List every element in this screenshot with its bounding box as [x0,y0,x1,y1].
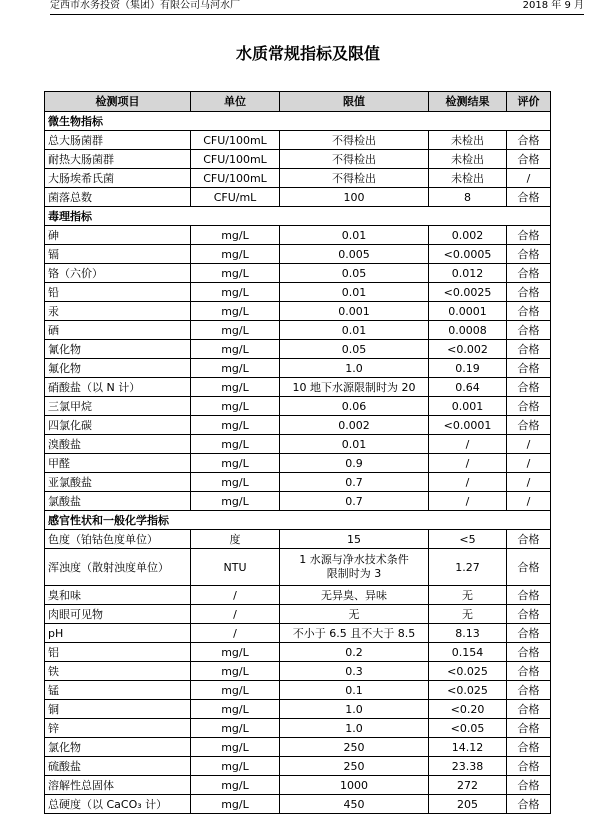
evaluation-cell: / [507,492,551,511]
result-cell: / [429,435,507,454]
evaluation-cell: 合格 [507,264,551,283]
limit-cell [280,549,429,586]
limit-cell: 15 [280,530,429,549]
limit-cell: 100 [280,188,429,207]
result-cell: 272 [429,776,507,795]
evaluation-cell: 合格 [507,643,551,662]
limit-cell: 0.06 [280,397,429,416]
table-row [45,188,551,207]
section-title: 微生物指标 [45,112,551,131]
evaluation-cell: 合格 [507,700,551,719]
evaluation-cell: 合格 [507,226,551,245]
result-cell: 未检出 [429,131,507,150]
item-cell: 硝酸盐（以 N 计） [45,378,191,397]
item-cell: 肉眼可见物 [45,605,191,624]
limit-cell: 0.9 [280,454,429,473]
unit-cell: / [191,624,280,643]
evaluation-cell: / [507,435,551,454]
limit-cell: 0.01 [280,226,429,245]
item-cell: 氰化物 [45,340,191,359]
table-row [45,302,551,321]
evaluation-cell: / [507,454,551,473]
result-cell: <0.20 [429,700,507,719]
evaluation-cell: 合格 [507,586,551,605]
item-cell: 溶解性总固体 [45,776,191,795]
result-cell: 14.12 [429,738,507,757]
table-row [45,283,551,302]
table-row [45,454,551,473]
result-cell: 0.012 [429,264,507,283]
item-cell: 三氯甲烷 [45,397,191,416]
item-cell: 四氯化碳 [45,416,191,435]
result-cell: 0.154 [429,643,507,662]
item-cell: 铬（六价） [45,264,191,283]
result-cell: <5 [429,530,507,549]
result-cell: 8.13 [429,624,507,643]
evaluation-cell: 合格 [507,662,551,681]
unit-cell: mg/L [191,340,280,359]
result-cell: <0.025 [429,662,507,681]
result-cell: 23.38 [429,757,507,776]
item-cell: 铅 [45,283,191,302]
result-cell: 0.64 [429,378,507,397]
item-cell: 硒 [45,321,191,340]
limit-cell: 无异臭、异味 [280,586,429,605]
result-cell: 0.0001 [429,302,507,321]
limit-line: 1 水源与净水技术条件 [299,553,409,566]
item-cell: 臭和味 [45,586,191,605]
result-cell: / [429,473,507,492]
result-cell: 0.002 [429,226,507,245]
result-cell: / [429,454,507,473]
limit-cell: 不得检出 [280,150,429,169]
item-cell: 大肠埃希氏菌 [45,169,191,188]
evaluation-cell: 合格 [507,719,551,738]
table-row [45,435,551,454]
result-cell: / [429,492,507,511]
limit-cell: 不得检出 [280,131,429,150]
table-row [45,681,551,700]
evaluation-cell: 合格 [507,624,551,643]
table-row [45,264,551,283]
item-cell: 总大肠菌群 [45,131,191,150]
item-cell: 色度（铂钴色度单位） [45,530,191,549]
result-cell: <0.0025 [429,283,507,302]
unit-cell: mg/L [191,416,280,435]
unit-cell: mg/L [191,738,280,757]
item-cell: 亚氯酸盐 [45,473,191,492]
limit-cell: 0.2 [280,643,429,662]
evaluation-cell: 合格 [507,738,551,757]
result-cell: 0.001 [429,397,507,416]
unit-cell: mg/L [191,435,280,454]
table-row [45,473,551,492]
result-cell: 未检出 [429,150,507,169]
table-row [45,700,551,719]
unit-cell: CFU/100mL [191,150,280,169]
limit-cell: 10 地下水源限制时为 20 [280,378,429,397]
table-row [45,131,551,150]
evaluation-cell: 合格 [507,340,551,359]
section-header-row [45,511,551,530]
table-row [45,624,551,643]
page-header [50,0,584,15]
unit-cell: 度 [191,530,280,549]
evaluation-cell: 合格 [507,795,551,814]
table-row [45,340,551,359]
result-cell: 无 [429,605,507,624]
section-header-row [45,112,551,131]
limit-line: 限制时为 3 [326,567,382,580]
table-row [45,416,551,435]
limit-cell: 无 [280,605,429,624]
unit-cell: mg/L [191,264,280,283]
unit-cell: mg/L [191,245,280,264]
column-header: 检测结果 [429,92,507,112]
evaluation-cell: / [507,169,551,188]
unit-cell: mg/L [191,681,280,700]
column-header: 检测项目 [45,92,191,112]
unit-cell: mg/L [191,662,280,681]
limit-cell: 0.001 [280,302,429,321]
table-row [45,245,551,264]
table-row [45,169,551,188]
result-cell: <0.0005 [429,245,507,264]
limit-cell: 0.002 [280,416,429,435]
evaluation-cell: 合格 [507,359,551,378]
limit-cell: 0.05 [280,340,429,359]
water-quality-table [44,91,551,814]
item-cell: 铁 [45,662,191,681]
evaluation-cell: 合格 [507,378,551,397]
table-body [45,92,551,814]
unit-cell: mg/L [191,776,280,795]
result-cell: <0.002 [429,340,507,359]
unit-cell: mg/L [191,719,280,738]
evaluation-cell: 合格 [507,605,551,624]
unit-cell: mg/L [191,473,280,492]
result-cell: 0.19 [429,359,507,378]
unit-cell: CFU/100mL [191,169,280,188]
item-cell: pH [45,624,191,643]
table-row [45,492,551,511]
table-row [45,776,551,795]
unit-cell: mg/L [191,378,280,397]
unit-cell: mg/L [191,302,280,321]
item-cell: 氟化物 [45,359,191,378]
section-header-row [45,207,551,226]
evaluation-cell: 合格 [507,549,551,586]
unit-cell: mg/L [191,643,280,662]
limit-cell: 不小于 6.5 且不大于 8.5 [280,624,429,643]
table-row [45,662,551,681]
evaluation-cell: 合格 [507,776,551,795]
report-date: 2018 年 9 月 [522,0,584,11]
item-cell: 铝 [45,643,191,662]
item-cell: 锌 [45,719,191,738]
result-cell: <0.05 [429,719,507,738]
evaluation-cell: 合格 [507,397,551,416]
result-cell: 0.0008 [429,321,507,340]
result-cell: 无 [429,586,507,605]
unit-cell: mg/L [191,226,280,245]
table-row [45,738,551,757]
evaluation-cell: 合格 [507,302,551,321]
item-cell: 镉 [45,245,191,264]
unit-cell: mg/L [191,321,280,340]
item-cell: 总硬度（以 CaCO₃ 计） [45,795,191,814]
table-row [45,719,551,738]
item-cell: 溴酸盐 [45,435,191,454]
table-row [45,757,551,776]
table-row [45,586,551,605]
result-cell: 未检出 [429,169,507,188]
unit-cell: CFU/mL [191,188,280,207]
unit-cell: mg/L [191,283,280,302]
unit-cell: mg/L [191,700,280,719]
table-row [45,530,551,549]
table-row [45,226,551,245]
evaluation-cell: 合格 [507,416,551,435]
result-cell: 1.27 [429,549,507,586]
item-cell: 汞 [45,302,191,321]
section-title: 毒理指标 [45,207,551,226]
item-cell: 浑浊度（散射浊度单位） [45,549,191,586]
evaluation-cell: 合格 [507,757,551,776]
organization-name: 定西市水务投资（集团）有限公司马河水厂 [50,0,240,11]
limit-cell: 不得检出 [280,169,429,188]
table-header-row [45,92,551,112]
item-cell: 铜 [45,700,191,719]
evaluation-cell: 合格 [507,150,551,169]
result-cell: 8 [429,188,507,207]
column-header: 限值 [280,92,429,112]
table-row [45,378,551,397]
page-title: 水质常规指标及限值 [235,44,380,63]
evaluation-cell: 合格 [507,530,551,549]
limit-cell: 1.0 [280,359,429,378]
limit-cell: 0.005 [280,245,429,264]
result-cell: <0.025 [429,681,507,700]
item-cell: 砷 [45,226,191,245]
unit-cell: NTU [191,549,280,586]
limit-cell: 0.01 [280,321,429,340]
unit-cell: mg/L [191,454,280,473]
item-cell: 锰 [45,681,191,700]
limit-cell: 1.0 [280,700,429,719]
table-row [45,795,551,814]
table-row [45,150,551,169]
limit-cell: 250 [280,738,429,757]
limit-cell: 250 [280,757,429,776]
item-cell: 硫酸盐 [45,757,191,776]
limit-cell: 0.7 [280,473,429,492]
unit-cell: CFU/100mL [191,131,280,150]
limit-cell: 0.01 [280,283,429,302]
result-cell: 205 [429,795,507,814]
limit-cell: 1.0 [280,719,429,738]
unit-cell: mg/L [191,757,280,776]
evaluation-cell: 合格 [507,245,551,264]
table-row [45,397,551,416]
section-title: 感官性状和一般化学指标 [45,511,551,530]
table-row [45,359,551,378]
table-row [45,549,551,586]
unit-cell: / [191,605,280,624]
evaluation-cell: 合格 [507,681,551,700]
limit-cell: 0.01 [280,435,429,454]
item-cell: 甲醛 [45,454,191,473]
result-cell: <0.0001 [429,416,507,435]
limit-cell: 0.7 [280,492,429,511]
item-cell: 耐热大肠菌群 [45,150,191,169]
evaluation-cell: 合格 [507,283,551,302]
evaluation-cell: 合格 [507,131,551,150]
column-header: 单位 [191,92,280,112]
item-cell: 氯化物 [45,738,191,757]
item-cell: 菌落总数 [45,188,191,207]
unit-cell: / [191,586,280,605]
table-row [45,643,551,662]
limit-cell: 0.3 [280,662,429,681]
table-row [45,605,551,624]
unit-cell: mg/L [191,397,280,416]
column-header: 评价 [507,92,551,112]
unit-cell: mg/L [191,492,280,511]
limit-cell: 1000 [280,776,429,795]
evaluation-cell: / [507,473,551,492]
limit-cell: 0.05 [280,264,429,283]
limit-cell: 450 [280,795,429,814]
unit-cell: mg/L [191,359,280,378]
table-row [45,321,551,340]
limit-cell: 0.1 [280,681,429,700]
evaluation-cell: 合格 [507,188,551,207]
evaluation-cell: 合格 [507,321,551,340]
item-cell: 氯酸盐 [45,492,191,511]
unit-cell: mg/L [191,795,280,814]
